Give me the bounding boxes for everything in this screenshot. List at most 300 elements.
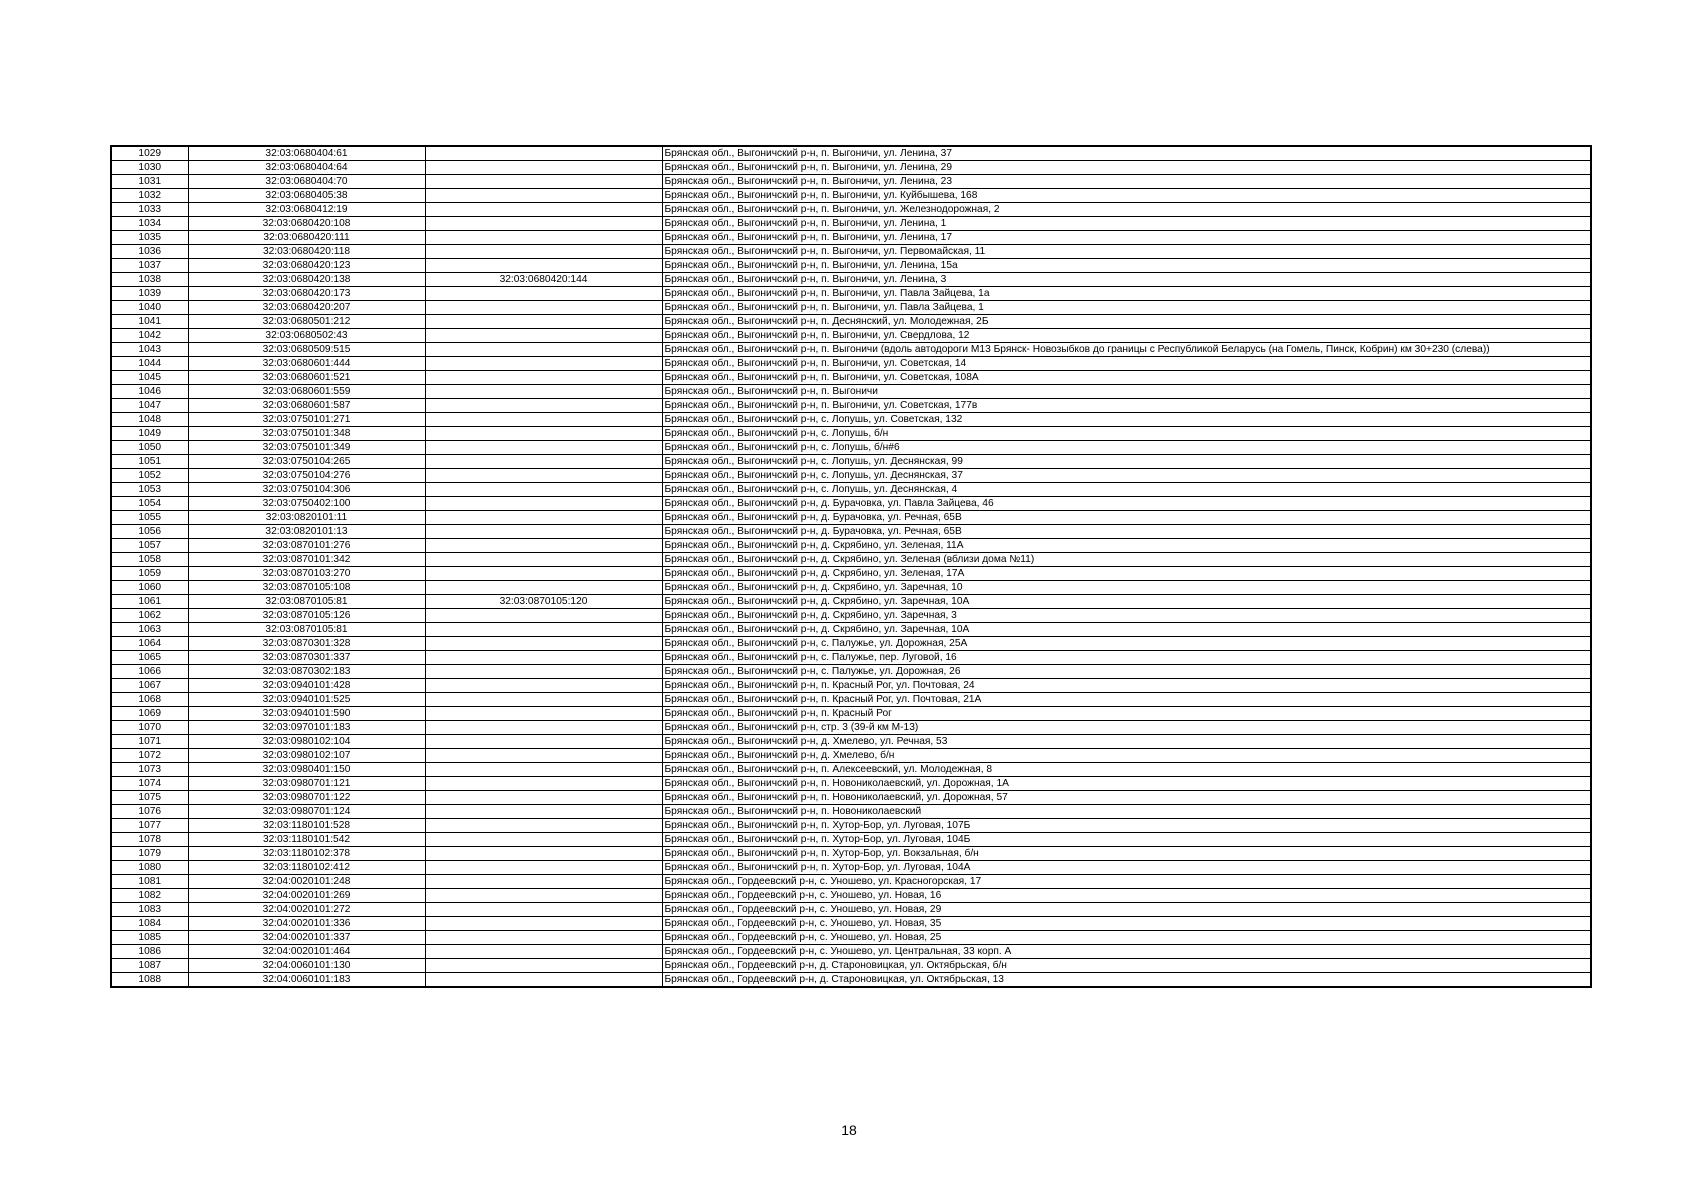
table-row bbox=[111, 553, 1591, 567]
related-cadastral-number-cell bbox=[425, 175, 662, 189]
cadastral-number-cell: 32:03:0680420:118 bbox=[188, 245, 425, 259]
row-number-cell: 1041 bbox=[111, 315, 188, 329]
address-cell: Брянская обл., Выгоничский р-н, п. Новониколаевский, ул. Дорожная, 1А bbox=[662, 777, 1591, 791]
cadastral-number-cell: 32:03:1180101:542 bbox=[188, 833, 425, 847]
page-number: 18 bbox=[841, 1122, 857, 1138]
row-number-cell: 1071 bbox=[111, 735, 188, 749]
table-row bbox=[111, 511, 1591, 525]
cadastral-number-cell: 32:03:0680509:515 bbox=[188, 343, 425, 357]
row-number-cell: 1069 bbox=[111, 707, 188, 721]
cadastral-number-cell: 32:03:0680502:43 bbox=[188, 329, 425, 343]
address-cell: Брянская обл., Выгоничский р-н, п. Выгоничи (вдоль автодороги М13 Брянск- Новозыбков до границы с Республикой Беларусь (на Гомель, Пинск, Кобрин) км 30+230 (слева)) bbox=[662, 343, 1591, 357]
address-cell: Брянская обл., Выгоничский р-н, с. Палужье, ул. Дорожная, 25А bbox=[662, 637, 1591, 651]
related-cadastral-number-cell bbox=[425, 735, 662, 749]
row-number-cell: 1061 bbox=[111, 595, 188, 609]
row-number-cell: 1087 bbox=[111, 959, 188, 973]
related-cadastral-number-cell bbox=[425, 637, 662, 651]
related-cadastral-number-cell bbox=[425, 777, 662, 791]
row-number-cell: 1044 bbox=[111, 357, 188, 371]
cadastral-number-cell: 32:03:0680420:173 bbox=[188, 287, 425, 301]
address-cell: Брянская обл., Выгоничский р-н, д. Скрябино, ул. Заречная, 10А bbox=[662, 623, 1591, 637]
cadastral-number-cell: 32:03:0680404:70 bbox=[188, 175, 425, 189]
related-cadastral-number-cell bbox=[425, 203, 662, 217]
table-row bbox=[111, 777, 1591, 791]
related-cadastral-number-cell bbox=[425, 217, 662, 231]
related-cadastral-number-cell bbox=[425, 161, 662, 175]
related-cadastral-number-cell bbox=[425, 875, 662, 889]
row-number-cell: 1042 bbox=[111, 329, 188, 343]
cadastral-number-cell: 32:03:0870105:126 bbox=[188, 609, 425, 623]
row-number-cell: 1075 bbox=[111, 791, 188, 805]
cadastral-number-cell: 32:03:0680420:123 bbox=[188, 259, 425, 273]
address-cell: Брянская обл., Выгоничский р-н, с. Лопушь, ул. Деснянская, 37 bbox=[662, 469, 1591, 483]
row-number-cell: 1055 bbox=[111, 511, 188, 525]
table-row bbox=[111, 735, 1591, 749]
address-cell: Брянская обл., Выгоничский р-н, с. Палужье, ул. Дорожная, 26 bbox=[662, 665, 1591, 679]
address-cell: Брянская обл., Гордеевский р-н, с. Уношево, ул. Новая, 35 bbox=[662, 917, 1591, 931]
cadastral-number-cell: 32:03:0820101:11 bbox=[188, 511, 425, 525]
related-cadastral-number-cell bbox=[425, 609, 662, 623]
cadastral-number-cell: 32:04:0020101:336 bbox=[188, 917, 425, 931]
cadastral-number-cell: 32:04:0060101:183 bbox=[188, 973, 425, 988]
row-number-cell: 1082 bbox=[111, 889, 188, 903]
row-number-cell: 1064 bbox=[111, 637, 188, 651]
row-number-cell: 1029 bbox=[111, 146, 188, 161]
address-cell: Брянская обл., Гордеевский р-н, с. Уношево, ул. Новая, 29 bbox=[662, 903, 1591, 917]
related-cadastral-number-cell bbox=[425, 329, 662, 343]
table-row bbox=[111, 973, 1591, 988]
related-cadastral-number-cell bbox=[425, 679, 662, 693]
table-row bbox=[111, 637, 1591, 651]
address-cell: Брянская обл., Выгоничский р-н, п. Красный Рог, ул. Почтовая, 21А bbox=[662, 693, 1591, 707]
related-cadastral-number-cell bbox=[425, 525, 662, 539]
table-row bbox=[111, 889, 1591, 903]
address-cell: Брянская обл., Выгоничский р-н, п. Выгоничи, ул. Куйбышева, 168 bbox=[662, 189, 1591, 203]
address-cell: Брянская обл., Гордеевский р-н, с. Уношево, ул. Новая, 25 bbox=[662, 931, 1591, 945]
address-cell: Брянская обл., Выгоничский р-н, с. Палужье, пер. Луговой, 16 bbox=[662, 651, 1591, 665]
cadastral-number-cell: 32:03:0940101:525 bbox=[188, 693, 425, 707]
table-row bbox=[111, 693, 1591, 707]
table-row bbox=[111, 399, 1591, 413]
related-cadastral-number-cell bbox=[425, 315, 662, 329]
table-row bbox=[111, 455, 1591, 469]
table-row bbox=[111, 497, 1591, 511]
related-cadastral-number-cell bbox=[425, 819, 662, 833]
related-cadastral-number-cell bbox=[425, 763, 662, 777]
row-number-cell: 1066 bbox=[111, 665, 188, 679]
table-row bbox=[111, 959, 1591, 973]
table-row bbox=[111, 441, 1591, 455]
row-number-cell: 1086 bbox=[111, 945, 188, 959]
related-cadastral-number-cell bbox=[425, 441, 662, 455]
row-number-cell: 1043 bbox=[111, 343, 188, 357]
table-row bbox=[111, 469, 1591, 483]
address-cell: Брянская обл., Выгоничский р-н, п. Выгоничи, ул. Ленина, 3 bbox=[662, 273, 1591, 287]
cadastral-number-cell: 32:03:0980701:122 bbox=[188, 791, 425, 805]
table-body bbox=[111, 146, 1591, 987]
table-row bbox=[111, 385, 1591, 399]
address-cell: Брянская обл., Выгоничский р-н, п. Хутор-Бор, ул. Луговая, 104Б bbox=[662, 833, 1591, 847]
address-cell: Брянская обл., Выгоничский р-н, п. Выгоничи, ул. Ленина, 15а bbox=[662, 259, 1591, 273]
address-cell: Брянская обл., Выгоничский р-н, с. Лопушь, ул. Советская, 132 bbox=[662, 413, 1591, 427]
table-row bbox=[111, 175, 1591, 189]
table-row bbox=[111, 763, 1591, 777]
related-cadastral-number-cell bbox=[425, 847, 662, 861]
address-cell: Брянская обл., Выгоничский р-н, с. Лопушь, ул. Деснянская, 99 bbox=[662, 455, 1591, 469]
related-cadastral-number-cell bbox=[425, 399, 662, 413]
cadastral-number-cell: 32:03:0870302:183 bbox=[188, 665, 425, 679]
table-row bbox=[111, 679, 1591, 693]
cadastral-number-cell: 32:03:0680420:108 bbox=[188, 217, 425, 231]
address-cell: Брянская обл., Выгоничский р-н, п. Выгоничи, ул. Ленина, 17 bbox=[662, 231, 1591, 245]
cadastral-number-cell: 32:03:0680404:61 bbox=[188, 146, 425, 161]
cadastral-number-cell: 32:04:0020101:272 bbox=[188, 903, 425, 917]
related-cadastral-number-cell bbox=[425, 861, 662, 875]
related-cadastral-number-cell bbox=[425, 539, 662, 553]
address-cell: Брянская обл., Выгоничский р-н, п. Хутор-Бор, ул. Луговая, 104А bbox=[662, 861, 1591, 875]
row-number-cell: 1036 bbox=[111, 245, 188, 259]
table-row bbox=[111, 427, 1591, 441]
table-row bbox=[111, 146, 1591, 161]
row-number-cell: 1051 bbox=[111, 455, 188, 469]
row-number-cell: 1085 bbox=[111, 931, 188, 945]
cadastral-number-cell: 32:03:0680412:19 bbox=[188, 203, 425, 217]
cadastral-number-cell: 32:03:0750104:265 bbox=[188, 455, 425, 469]
related-cadastral-number-cell bbox=[425, 287, 662, 301]
cadastral-number-cell: 32:03:0680404:64 bbox=[188, 161, 425, 175]
related-cadastral-number-cell bbox=[425, 693, 662, 707]
table-row bbox=[111, 413, 1591, 427]
address-cell: Брянская обл., Выгоничский р-н, п. Красный Рог, ул. Почтовая, 24 bbox=[662, 679, 1591, 693]
related-cadastral-number-cell bbox=[425, 917, 662, 931]
cadastral-number-cell: 32:04:0020101:269 bbox=[188, 889, 425, 903]
related-cadastral-number-cell bbox=[425, 665, 662, 679]
table-row bbox=[111, 875, 1591, 889]
related-cadastral-number-cell bbox=[425, 413, 662, 427]
cadastral-number-cell: 32:03:0680601:444 bbox=[188, 357, 425, 371]
cadastral-number-cell: 32:03:0940101:428 bbox=[188, 679, 425, 693]
cadastral-number-cell: 32:03:0870101:276 bbox=[188, 539, 425, 553]
cadastral-number-cell: 32:03:0980701:121 bbox=[188, 777, 425, 791]
address-cell: Брянская обл., Выгоничский р-н, п. Выгоничи, ул. Павла Зайцева, 1 bbox=[662, 301, 1591, 315]
cadastral-number-cell: 32:03:0750101:349 bbox=[188, 441, 425, 455]
address-cell: Брянская обл., Выгоничский р-н, п. Красный Рог bbox=[662, 707, 1591, 721]
address-cell: Брянская обл., Выгоничский р-н, п. Выгоничи, ул. Павла Зайцева, 1а bbox=[662, 287, 1591, 301]
row-number-cell: 1035 bbox=[111, 231, 188, 245]
row-number-cell: 1059 bbox=[111, 567, 188, 581]
row-number-cell: 1058 bbox=[111, 553, 188, 567]
row-number-cell: 1078 bbox=[111, 833, 188, 847]
address-cell: Брянская обл., Выгоничский р-н, п. Хутор-Бор, ул. Луговая, 107Б bbox=[662, 819, 1591, 833]
table-row bbox=[111, 567, 1591, 581]
row-number-cell: 1039 bbox=[111, 287, 188, 301]
related-cadastral-number-cell bbox=[425, 146, 662, 161]
cadastral-number-cell: 32:03:0750104:306 bbox=[188, 483, 425, 497]
table-row bbox=[111, 525, 1591, 539]
table-row bbox=[111, 917, 1591, 931]
table-row bbox=[111, 315, 1591, 329]
address-cell: Брянская обл., Выгоничский р-н, п. Выгоничи, ул. Первомайская, 11 bbox=[662, 245, 1591, 259]
related-cadastral-number-cell bbox=[425, 231, 662, 245]
cadastral-number-cell: 32:03:0870301:328 bbox=[188, 637, 425, 651]
table-row bbox=[111, 231, 1591, 245]
address-cell: Брянская обл., Выгоничский р-н, п. Выгоничи bbox=[662, 385, 1591, 399]
address-cell: Брянская обл., Выгоничский р-н, п. Выгоничи, ул. Ленина, 23 bbox=[662, 175, 1591, 189]
row-number-cell: 1067 bbox=[111, 679, 188, 693]
table-row bbox=[111, 329, 1591, 343]
cadastral-number-cell: 32:03:1180101:528 bbox=[188, 819, 425, 833]
address-cell: Брянская обл., Выгоничский р-н, п. Выгоничи, ул. Советская, 108А bbox=[662, 371, 1591, 385]
cadastral-number-cell: 32:04:0020101:337 bbox=[188, 931, 425, 945]
cadastral-number-cell: 32:03:0980701:124 bbox=[188, 805, 425, 819]
row-number-cell: 1053 bbox=[111, 483, 188, 497]
cadastral-number-cell: 32:03:0980401:150 bbox=[188, 763, 425, 777]
row-number-cell: 1073 bbox=[111, 763, 188, 777]
cadastral-number-cell: 32:03:0980102:107 bbox=[188, 749, 425, 763]
table-row bbox=[111, 245, 1591, 259]
related-cadastral-number-cell bbox=[425, 749, 662, 763]
related-cadastral-number-cell: 32:03:0680420:144 bbox=[425, 273, 662, 287]
table-row bbox=[111, 791, 1591, 805]
related-cadastral-number-cell bbox=[425, 511, 662, 525]
table-row bbox=[111, 539, 1591, 553]
address-cell: Брянская обл., Выгоничский р-н, п. Новониколаевский bbox=[662, 805, 1591, 819]
table-row bbox=[111, 343, 1591, 357]
table-row bbox=[111, 287, 1591, 301]
row-number-cell: 1077 bbox=[111, 819, 188, 833]
row-number-cell: 1074 bbox=[111, 777, 188, 791]
cadastral-number-cell: 32:03:0870301:337 bbox=[188, 651, 425, 665]
cadastral-number-cell: 32:04:0020101:464 bbox=[188, 945, 425, 959]
table-row bbox=[111, 805, 1591, 819]
address-cell: Брянская обл., Выгоничский р-н, стр. 3 (39-й км М-13) bbox=[662, 721, 1591, 735]
row-number-cell: 1033 bbox=[111, 203, 188, 217]
address-cell: Брянская обл., Выгоничский р-н, д. Скрябино, ул. Зеленая, 17А bbox=[662, 567, 1591, 581]
row-number-cell: 1052 bbox=[111, 469, 188, 483]
cadastral-number-cell: 32:03:0680420:207 bbox=[188, 301, 425, 315]
table-row bbox=[111, 217, 1591, 231]
table-row bbox=[111, 903, 1591, 917]
related-cadastral-number-cell bbox=[425, 931, 662, 945]
related-cadastral-number-cell bbox=[425, 889, 662, 903]
cadastral-number-cell: 32:03:0750101:271 bbox=[188, 413, 425, 427]
table-row bbox=[111, 357, 1591, 371]
row-number-cell: 1068 bbox=[111, 693, 188, 707]
table-row bbox=[111, 707, 1591, 721]
related-cadastral-number-cell bbox=[425, 189, 662, 203]
cadastral-number-cell: 32:03:0680420:111 bbox=[188, 231, 425, 245]
row-number-cell: 1083 bbox=[111, 903, 188, 917]
row-number-cell: 1065 bbox=[111, 651, 188, 665]
cadastral-number-cell: 32:03:0980102:104 bbox=[188, 735, 425, 749]
table-row bbox=[111, 721, 1591, 735]
table-row bbox=[111, 609, 1591, 623]
table-row bbox=[111, 301, 1591, 315]
address-cell: Брянская обл., Гордеевский р-н, д. Староновицкая, ул. Октябрьская, 13 bbox=[662, 973, 1591, 988]
row-number-cell: 1040 bbox=[111, 301, 188, 315]
table-row bbox=[111, 161, 1591, 175]
address-cell: Брянская обл., Выгоничский р-н, п. Алексеевский, ул. Молодежная, 8 bbox=[662, 763, 1591, 777]
table-row bbox=[111, 189, 1591, 203]
address-cell: Брянская обл., Выгоничский р-н, д. Бурачовка, ул. Павла Зайцева, 46 bbox=[662, 497, 1591, 511]
cadastral-number-cell: 32:03:0680601:559 bbox=[188, 385, 425, 399]
related-cadastral-number-cell bbox=[425, 245, 662, 259]
address-cell: Брянская обл., Выгоничский р-н, п. Хутор-Бор, ул. Вокзальная, б/н bbox=[662, 847, 1591, 861]
row-number-cell: 1030 bbox=[111, 161, 188, 175]
related-cadastral-number-cell: 32:03:0870105:120 bbox=[425, 595, 662, 609]
row-number-cell: 1054 bbox=[111, 497, 188, 511]
table-row bbox=[111, 945, 1591, 959]
related-cadastral-number-cell bbox=[425, 791, 662, 805]
cadastral-number-cell: 32:03:0870103:270 bbox=[188, 567, 425, 581]
related-cadastral-number-cell bbox=[425, 497, 662, 511]
cadastral-number-cell: 32:03:0820101:13 bbox=[188, 525, 425, 539]
row-number-cell: 1062 bbox=[111, 609, 188, 623]
address-cell: Брянская обл., Гордеевский р-н, с. Уношево, ул. Красногорская, 17 bbox=[662, 875, 1591, 889]
address-cell: Брянская обл., Выгоничский р-н, д. Скрябино, ул. Зеленая (вблизи дома №11) bbox=[662, 553, 1591, 567]
table-row bbox=[111, 259, 1591, 273]
cadastral-number-cell: 32:03:0680501:212 bbox=[188, 315, 425, 329]
row-number-cell: 1060 bbox=[111, 581, 188, 595]
cadastral-number-cell: 32:03:0870105:81 bbox=[188, 595, 425, 609]
row-number-cell: 1050 bbox=[111, 441, 188, 455]
related-cadastral-number-cell bbox=[425, 343, 662, 357]
row-number-cell: 1045 bbox=[111, 371, 188, 385]
related-cadastral-number-cell bbox=[425, 455, 662, 469]
table-row bbox=[111, 371, 1591, 385]
related-cadastral-number-cell bbox=[425, 973, 662, 988]
row-number-cell: 1084 bbox=[111, 917, 188, 931]
address-cell: Брянская обл., Выгоничский р-н, д. Скрябино, ул. Заречная, 10А bbox=[662, 595, 1591, 609]
address-cell: Брянская обл., Выгоничский р-н, п. Выгоничи, ул. Советская, 177в bbox=[662, 399, 1591, 413]
related-cadastral-number-cell bbox=[425, 805, 662, 819]
address-cell: Брянская обл., Выгоничский р-н, п. Деснянский, ул. Молодежная, 2Б bbox=[662, 315, 1591, 329]
cadastral-number-cell: 32:03:0870101:342 bbox=[188, 553, 425, 567]
table-row bbox=[111, 651, 1591, 665]
cadastral-number-cell: 32:03:0970101:183 bbox=[188, 721, 425, 735]
cadastral-number-cell: 32:03:0870105:108 bbox=[188, 581, 425, 595]
cadastral-number-cell: 32:03:0750104:276 bbox=[188, 469, 425, 483]
related-cadastral-number-cell bbox=[425, 553, 662, 567]
related-cadastral-number-cell bbox=[425, 567, 662, 581]
table-row bbox=[111, 861, 1591, 875]
table-row bbox=[111, 665, 1591, 679]
address-cell: Брянская обл., Выгоничский р-н, с. Лопушь, ул. Деснянская, 4 bbox=[662, 483, 1591, 497]
table-row bbox=[111, 203, 1591, 217]
related-cadastral-number-cell bbox=[425, 721, 662, 735]
row-number-cell: 1048 bbox=[111, 413, 188, 427]
row-number-cell: 1032 bbox=[111, 189, 188, 203]
related-cadastral-number-cell bbox=[425, 259, 662, 273]
row-number-cell: 1056 bbox=[111, 525, 188, 539]
address-cell: Брянская обл., Выгоничский р-н, д. Скрябино, ул. Заречная, 3 bbox=[662, 609, 1591, 623]
address-cell: Брянская обл., Выгоничский р-н, п. Выгоничи, ул. Ленина, 37 bbox=[662, 146, 1591, 161]
address-cell: Брянская обл., Выгоничский р-н, с. Лопушь, б/н#6 bbox=[662, 441, 1591, 455]
table-row bbox=[111, 623, 1591, 637]
related-cadastral-number-cell bbox=[425, 301, 662, 315]
related-cadastral-number-cell bbox=[425, 903, 662, 917]
row-number-cell: 1072 bbox=[111, 749, 188, 763]
row-number-cell: 1079 bbox=[111, 847, 188, 861]
row-number-cell: 1031 bbox=[111, 175, 188, 189]
address-cell: Брянская обл., Выгоничский р-н, д. Хмелево, ул. Речная, 53 bbox=[662, 735, 1591, 749]
row-number-cell: 1070 bbox=[111, 721, 188, 735]
related-cadastral-number-cell bbox=[425, 581, 662, 595]
cadastral-number-cell: 32:03:0680601:521 bbox=[188, 371, 425, 385]
table-row bbox=[111, 749, 1591, 763]
related-cadastral-number-cell bbox=[425, 945, 662, 959]
row-number-cell: 1088 bbox=[111, 973, 188, 988]
table-row bbox=[111, 273, 1591, 287]
related-cadastral-number-cell bbox=[425, 651, 662, 665]
address-cell: Брянская обл., Выгоничский р-н, с. Лопушь, б/н bbox=[662, 427, 1591, 441]
cadastral-number-cell: 32:03:0750101:348 bbox=[188, 427, 425, 441]
row-number-cell: 1037 bbox=[111, 259, 188, 273]
table-row bbox=[111, 581, 1591, 595]
row-number-cell: 1081 bbox=[111, 875, 188, 889]
cadastral-number-cell: 32:03:0870105:81 bbox=[188, 623, 425, 637]
row-number-cell: 1076 bbox=[111, 805, 188, 819]
row-number-cell: 1046 bbox=[111, 385, 188, 399]
property-register-table bbox=[110, 145, 1592, 988]
address-cell: Брянская обл., Выгоничский р-н, п. Выгоничи, ул. Советская, 14 bbox=[662, 357, 1591, 371]
row-number-cell: 1057 bbox=[111, 539, 188, 553]
table-row bbox=[111, 931, 1591, 945]
address-cell: Брянская обл., Выгоничский р-н, п. Выгоничи, ул. Ленина, 1 bbox=[662, 217, 1591, 231]
address-cell: Брянская обл., Выгоничский р-н, п. Выгоничи, ул. Ленина, 29 bbox=[662, 161, 1591, 175]
address-cell: Брянская обл., Выгоничский р-н, п. Выгоничи, ул. Свердлова, 12 bbox=[662, 329, 1591, 343]
related-cadastral-number-cell bbox=[425, 385, 662, 399]
related-cadastral-number-cell bbox=[425, 371, 662, 385]
related-cadastral-number-cell bbox=[425, 357, 662, 371]
cadastral-number-cell: 32:03:0750402:100 bbox=[188, 497, 425, 511]
related-cadastral-number-cell bbox=[425, 427, 662, 441]
address-cell: Брянская обл., Выгоничский р-н, д. Бурачовка, ул. Речная, 65В bbox=[662, 511, 1591, 525]
related-cadastral-number-cell bbox=[425, 833, 662, 847]
related-cadastral-number-cell bbox=[425, 959, 662, 973]
address-cell: Брянская обл., Выгоничский р-н, д. Скрябино, ул. Заречная, 10 bbox=[662, 581, 1591, 595]
table-row bbox=[111, 595, 1591, 609]
address-cell: Брянская обл., Выгоничский р-н, п. Новониколаевский, ул. Дорожная, 57 bbox=[662, 791, 1591, 805]
related-cadastral-number-cell bbox=[425, 483, 662, 497]
related-cadastral-number-cell bbox=[425, 707, 662, 721]
cadastral-number-cell: 32:03:0680420:138 bbox=[188, 273, 425, 287]
table-row bbox=[111, 483, 1591, 497]
row-number-cell: 1038 bbox=[111, 273, 188, 287]
cadastral-number-cell: 32:03:1180102:412 bbox=[188, 861, 425, 875]
cadastral-number-cell: 32:04:0060101:130 bbox=[188, 959, 425, 973]
address-cell: Брянская обл., Гордеевский р-н, с. Уношево, ул. Новая, 16 bbox=[662, 889, 1591, 903]
table-row bbox=[111, 833, 1591, 847]
related-cadastral-number-cell bbox=[425, 623, 662, 637]
cadastral-number-cell: 32:04:0020101:248 bbox=[188, 875, 425, 889]
address-cell: Брянская обл., Выгоничский р-н, д. Хмелево, б/н bbox=[662, 749, 1591, 763]
address-cell: Брянская обл., Выгоничский р-н, д. Бурачовка, ул. Речная, 65В bbox=[662, 525, 1591, 539]
address-cell: Брянская обл., Гордеевский р-н, с. Уношево, ул. Центральная, 33 корп. А bbox=[662, 945, 1591, 959]
row-number-cell: 1080 bbox=[111, 861, 188, 875]
cadastral-number-cell: 32:03:0680405:38 bbox=[188, 189, 425, 203]
table-row bbox=[111, 819, 1591, 833]
address-cell: Брянская обл., Гордеевский р-н, д. Староновицкая, ул. Октябрьская, б/н bbox=[662, 959, 1591, 973]
table-row bbox=[111, 847, 1591, 861]
row-number-cell: 1047 bbox=[111, 399, 188, 413]
row-number-cell: 1063 bbox=[111, 623, 188, 637]
address-cell: Брянская обл., Выгоничский р-н, п. Выгоничи, ул. Железнодорожная, 2 bbox=[662, 203, 1591, 217]
cadastral-number-cell: 32:03:1180102:378 bbox=[188, 847, 425, 861]
cadastral-number-cell: 32:03:0680601:587 bbox=[188, 399, 425, 413]
cadastral-number-cell: 32:03:0940101:590 bbox=[188, 707, 425, 721]
related-cadastral-number-cell bbox=[425, 469, 662, 483]
